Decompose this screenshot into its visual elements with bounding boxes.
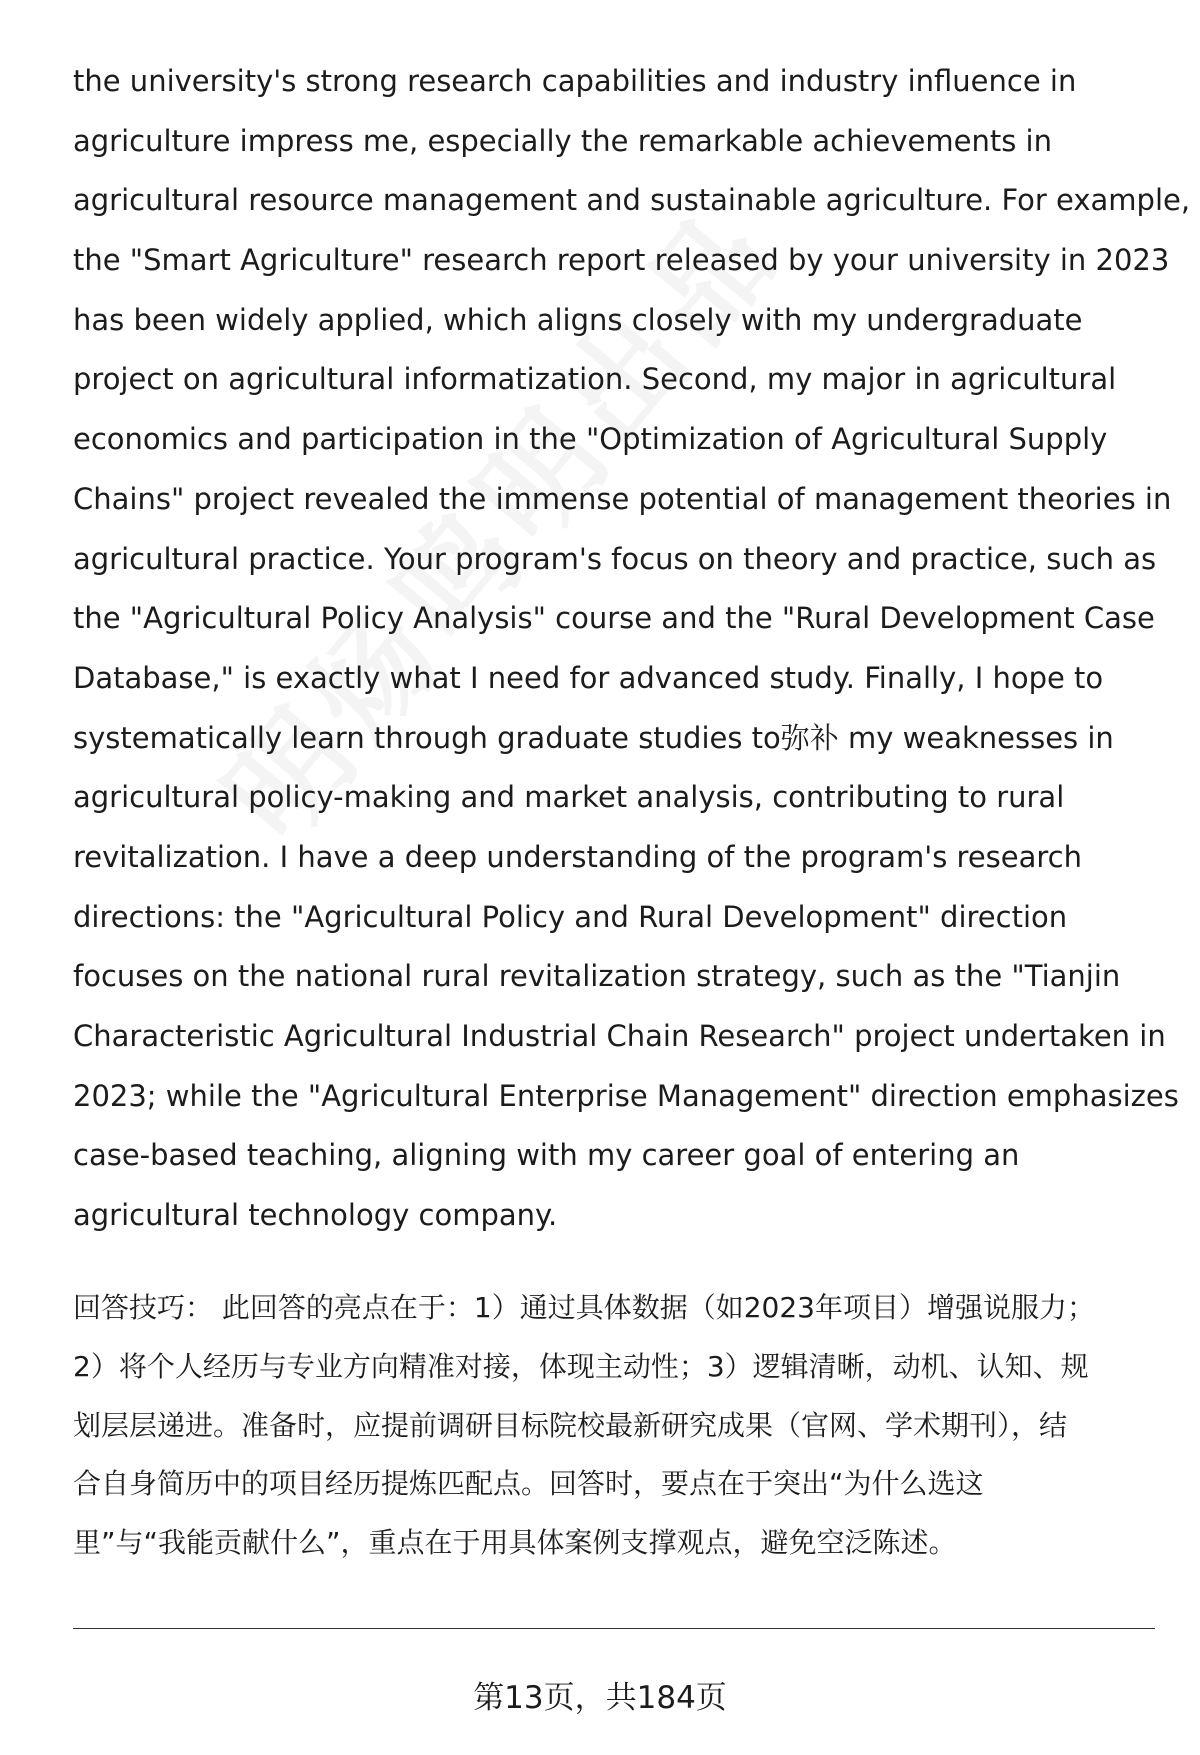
body-line: project on agricultural informatization. Second, my major in agricultural: [73, 362, 1117, 397]
body-line: agricultural technology company.: [73, 1198, 558, 1233]
answer-body: [73, 66, 1190, 1260]
body-line: agricultural practice. Your program's focus on theory and practice, such as: [73, 541, 1157, 576]
body-line: agricultural resource management and sustainable agriculture. For example,: [73, 183, 1191, 218]
answer-tips: [73, 1293, 1095, 1587]
body-line: systematically learn through graduate studies to弥补 my weaknesses in: [73, 720, 1114, 755]
body-line: the "Smart Agriculture" research report released by your university in 2023: [73, 243, 1170, 278]
tips-line: 2）将个人经历与专业方向精准对接，体现主动性；3）逻辑清晰，动机、认知、规: [73, 1349, 1089, 1383]
body-line: economics and participation in the "Optimization of Agricultural Supply: [73, 422, 1108, 457]
body-line: Characteristic Agricultural Industrial Chain Research" project undertaken in: [73, 1019, 1166, 1053]
tips-line: 合自身简历中的项目经历提炼匹配点。回答时，要点在于突出“为什么选这: [73, 1467, 984, 1501]
tips-line: 里”与“我能贡献什么”，重点在于用具体案例支撑观点，避免空泛陈述。: [73, 1526, 957, 1560]
body-line: revitalization. I have a deep understanding of the program's research: [73, 839, 1082, 874]
body-line: 2023; while the "Agricultural Enterprise Management" direction emphasizes: [73, 1078, 1179, 1113]
page-number: 第13页，共184页: [473, 1680, 727, 1716]
body-line: the "Agricultural Policy Analysis" course and the "Rural Development Case: [73, 601, 1155, 636]
tips-line: 回答技巧： 此回答的亮点在于：1）通过具体数据（如2023年项目）增强说服力；: [73, 1291, 1095, 1324]
body-line: agricultural policy-making and market analysis, contributing to rural: [73, 780, 1065, 815]
body-line: Database," is exactly what I need for advanced study. Finally, I hope to: [73, 660, 1104, 695]
footer-divider: [73, 1628, 1155, 1629]
body-line: directions: the "Agricultural Policy and Rural Development" direction: [73, 899, 1068, 934]
body-line: the university's strong research capabilities and industry influence in: [73, 64, 1077, 98]
body-line: Chains" project revealed the immense potential of management theories in: [73, 481, 1172, 516]
body-line: case-based teaching, aligning with my career goal of entering an: [73, 1138, 1020, 1173]
body-line: has been widely applied, which aligns closely with my undergraduate: [73, 302, 1083, 337]
body-line: agriculture impress me, especially the remarkable achievements in: [73, 123, 1052, 158]
body-line: focuses on the national rural revitalization strategy, such as the "Tianjin: [73, 959, 1121, 994]
tips-line: 划层层递进。准备时，应提前调研目标院校最新研究成果（官网、学术期刊），结: [73, 1408, 1068, 1442]
